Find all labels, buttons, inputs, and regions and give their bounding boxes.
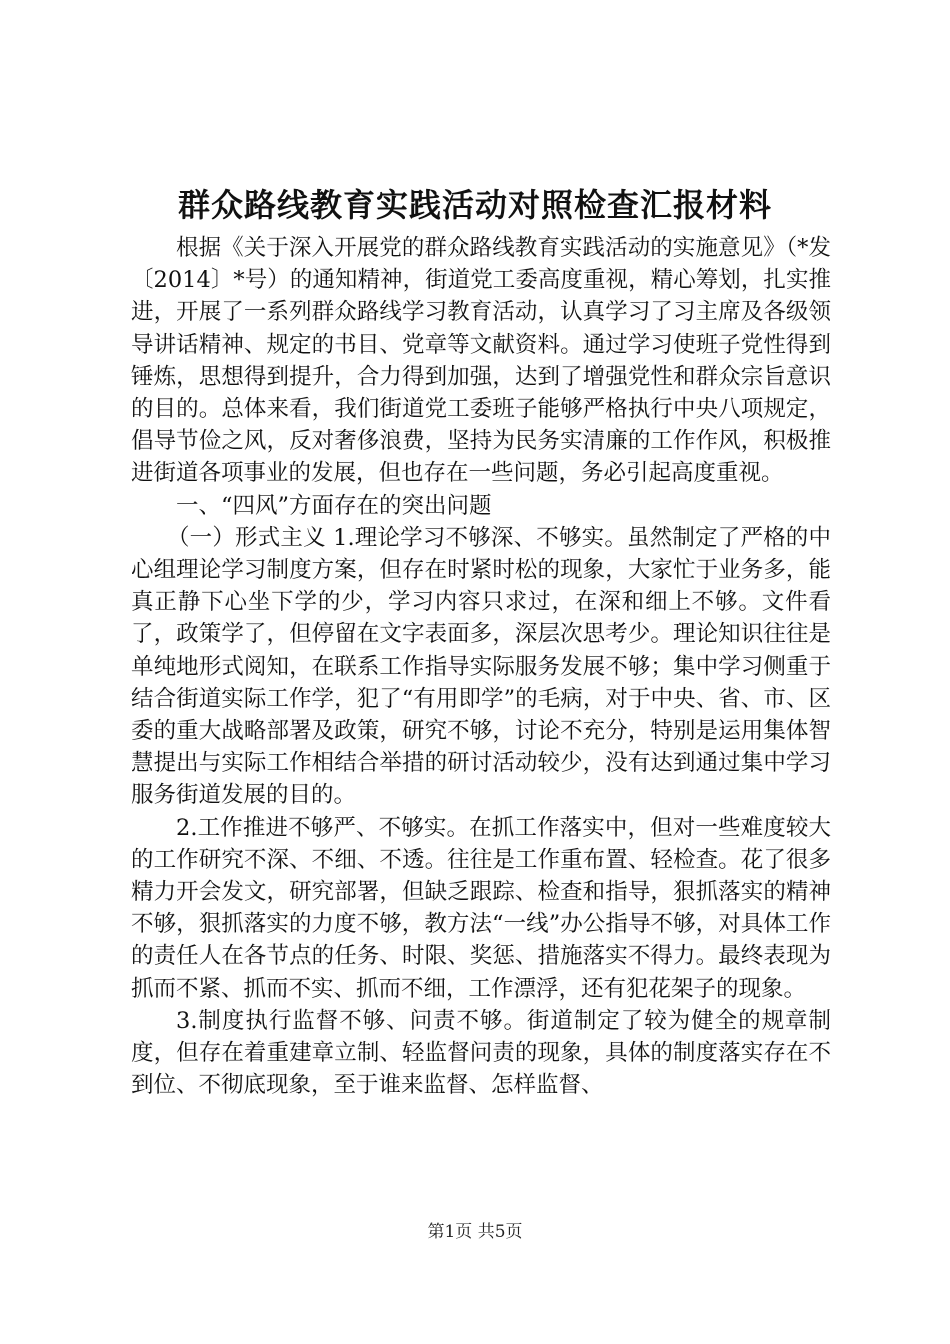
paragraph-formalism-2: 2.工作推进不够严、不够实。在抓工作落实中，但对一些难度较大的工作研究不深、不细、不透。往往是工作重布置、轻检查。花了很多精力开会发文，研究部署，但缺乏跟踪、检查和指导，狠抓落实的精神不够，狠抓落实的力度不够，教方法“一线”办公指导不够，对具体工作的责任人在各节点的任务、时限、奖惩、措施落实不得力。最终表现为抓而不紧、抓而不实、抓而不细，工作漂浮，还有犯花架子的现象。: [131, 814, 831, 1002]
paragraph-formalism-3: 3.制度执行监督不够、问责不够。街道制定了较为健全的规章制度，但存在着重建章立制、轻监督问责的现象，具体的制度落实存在不到位、不彻底现象，至于谁来监督、怎样监督、: [131, 1007, 831, 1099]
paragraph-formalism-1: （一）形式主义 1.理论学习不够深、不够实。虽然制定了严格的中心组理论学习制度方案，但存在时紧时松的现象，大家忙于业务多，能真正静下心坐下学的少，学习内容只求过，在深和细上不够。文件看了，政策学了，但停留在文字表面多，深层次思考少。理论知识往往是单纯地形式阅知，在联系工作指导实际服务发展不够；集中学习侧重于结合街道实际工作学，犯了“有用即学”的毛病，对于中央、省、市、区委的重大战略部署及政策，研究不够，讨论不充分，特别是运用集体智慧提出与实际工作相结合举措的研讨活动较少，没有达到通过集中学习服务街道发展的目的。: [131, 524, 831, 809]
page-footer: 第1页 共5页: [427, 1222, 523, 1242]
paragraph-intro: 根据《关于深入开展党的群众路线教育实践活动的实施意见》（*发〔2014〕*号）的通知精神，街道党工委高度重视，精心筹划，扎实推进，开展了一系列群众路线学习教育活动，认真学习了习主席及各级领导讲话精神、规定的书目、党章等文献资料。通过学习使班子党性得到锤炼，思想得到提升，合力得到加强，达到了增强党性和群众宗旨意识的目的。总体来看，我们街道党工委班子能够严格执行中央八项规定，倡导节俭之风，反对奢侈浪费，坚持为民务实清廉的工作作风，积极推进街道各项事业的发展，但也存在一些问题，务必引起高度重视。: [131, 235, 831, 487]
section-heading-four-winds: 一、“四风”方面存在的突出问题: [176, 492, 492, 519]
document-title: 群众路线教育实践活动对照检查汇报材料: [177, 186, 772, 224]
document-body: [131, 232, 831, 1101]
